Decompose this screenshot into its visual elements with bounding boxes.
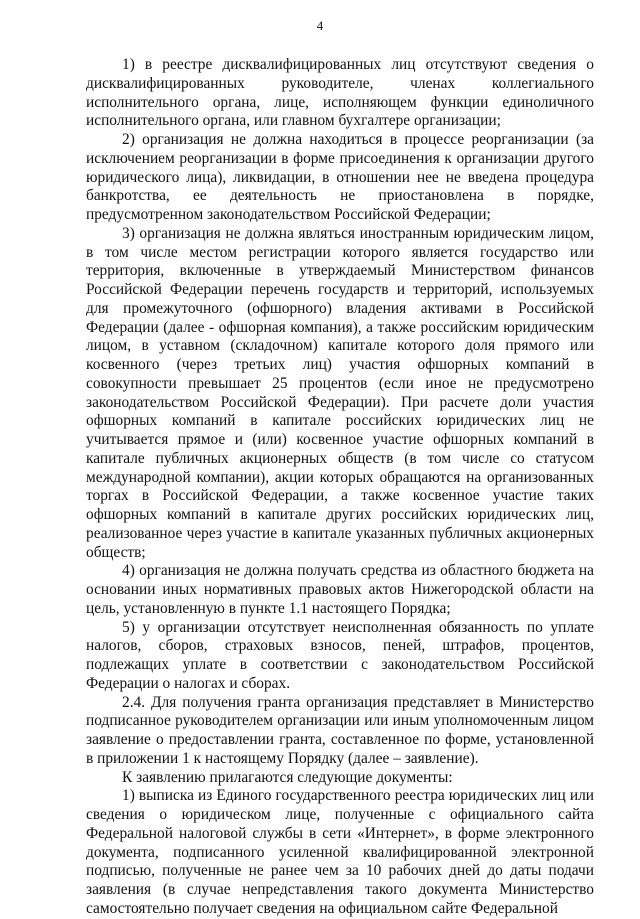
paragraph-item-2: 2) организация не должна находиться в процессе реорганизации (за исключением реорганизации в форме присоединения к организации другого юридического лица), ликвидации, в отношении нее не введена процедура банкротства, ее деятельность не приостановлена в порядке, предусмотренном законодательством Российской Федерации; xyxy=(86,131,594,223)
paragraph-item-1: 1) в реестре дисквалифицированных лиц отсутствуют сведения о дисквалифицированных руководителе, членах коллегиального исполнительного органа, лице, исполняющем функции единоличного исполнительного органа, или главном бухгалтере организации; xyxy=(86,56,594,130)
paragraph-item-3: 3) организация не должна являться иностранным юридическим лицом, в том числе местом регистрации которого является государство или территория, включенные в утверждаемый Министерством финансов Российской Федерации перечень государств и территорий, используемых для промежуточного (офшорного) владения активами в Российской Федерации (далее - офшорная компания), а также российским юридическим лицом, в уставном (складочном) капитале которого доля прямого или косвенного (через третьих лиц) участия офшорных компаний в совокупности превышает 25 процентов (если иное не предусмотрено законодательством Российской Федерации). При расчете доли участия офшорных компаний в капитале российских юридических лиц не учитывается прямое и (или) косвенное участие офшорных компаний в капитале публичных акционерных обществ (в том числе со статусом международной компании), акции которых обращаются на организованных торгах в Российской Федерации, а также косвенное участие таких офшорных компаний в капитале других российских юридических лиц, реализованное через участие в капитале указанных публичных акционерных обществ; xyxy=(86,224,594,561)
paragraph-section-2-4: 2.4. Для получения гранта организация представляет в Министерство подписанное руководителем организации или иным уполномоченным лицом заявление о предоставлении гранта, составленное по форме, установленной в приложении 1 к настоящему Порядку (далее – заявление). xyxy=(86,693,594,767)
paragraph-item-5: 5) у организации отсутствует неисполненная обязанность по уплате налогов, сборов, страховых взносов, пеней, штрафов, процентов, подлежащих уплате в соответствии с законодательством Российской Федерации о налогах и сборах. xyxy=(86,618,594,692)
paragraph-attachments-intro: К заявлению прилагаются следующие документы: xyxy=(122,768,453,786)
document-body xyxy=(86,56,594,919)
page-number: 4 xyxy=(316,18,324,33)
paragraph-item-4: 4) организация не должна получать средства из областного бюджета на основании иных нормативных правовых актов Нижегородской области на цель, установленную в пункте 1.1 настоящего Порядка; xyxy=(86,562,594,617)
paragraph-attachment-1: 1) выписка из Единого государственного реестра юридических лиц или сведения о юридическом лице, полученные с официального сайта Федеральной налоговой службы в сети «Интернет», в форме электронного документа, подписанного усиленной квалифицированной электронной подписью, полученные не ранее чем за 10 рабочих дней до даты подачи заявления (в случае непредставления такого документа Министерство самостоятельно получает сведения на официальном сайте Федеральной xyxy=(86,787,594,917)
